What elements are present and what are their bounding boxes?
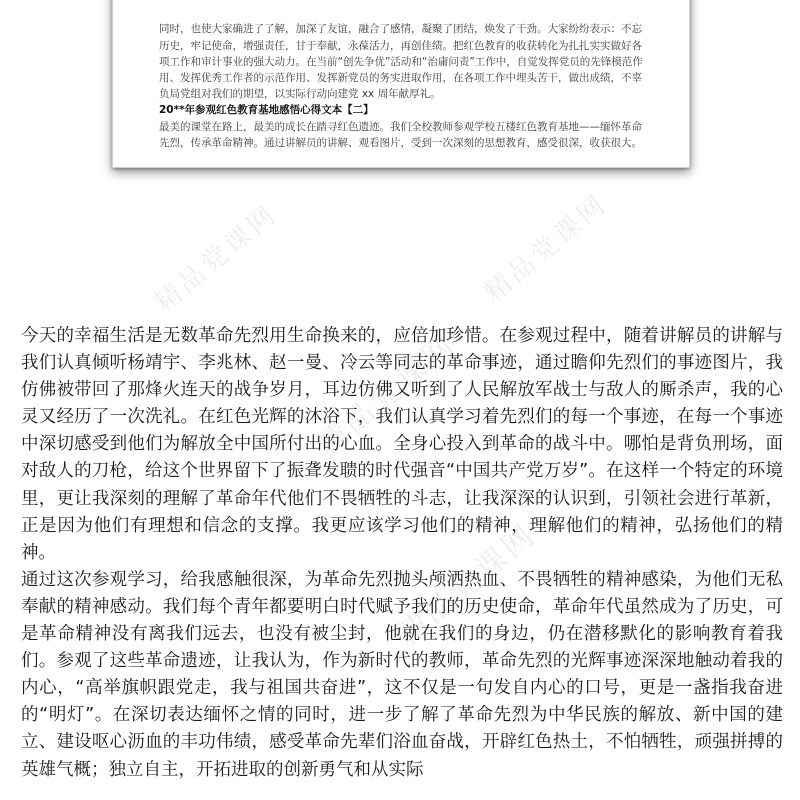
preview-paragraph: 最美的课堂在路上，最美的成长在踏寻红色遗迹。我们全校教师参观学校五楼红色教育基地——缅怀革命先烈，传承革命精神。通过讲解员的讲解、观看图片，受到一次深刻的思想教育，感受很深，收获很大。 — [159, 120, 642, 149]
preview-heading: 20**年参观红色教育基地感悟心得文本【二】 — [159, 104, 374, 117]
article-paragraph: 今天的幸福生活是无数革命先烈用生命换来的，应倍加珍惜。在参观过程中，随着讲解员的讲解与我们认真倾听杨靖宇、李兆林、赵一曼、冷云等同志的革命事迹，通过瞻仰先烈们的事迹图片，我仿佛被带回了那烽火连天的战争岁月，耳边仿佛又听到了人民解放军战士与敌人的厮杀声，我的心灵又经历了一次洗礼。在红色光辉的沐浴下，我们认真学习着先烈们的每一个事迹，在每一个事迹中深切感受到他们为解放全中国所付出的心血。全身心投入到革命的战斗中。哪怕是背负刑场，面对敌人的刀枪，给这个世界留下了振聋发聩的时代强音“中国共产党万岁”。在这样一个特定的环境里，更让我深刻的理解了革命年代他们不畏牺牲的斗志，让我深深的认识到，引领社会进行革新，正是因为他们有理想和信念的支撑。我更应该学习他们的精神，理解他们的精神，弘扬他们的精神。 — [21, 326, 783, 563]
article-body — [21, 323, 783, 784]
watermark: 精品党课网 — [310, 326, 464, 463]
preview-text-block — [159, 21, 649, 151]
watermark: 精品党课网 — [479, 188, 614, 309]
article-paragraph: 通过这次参观学习，给我感触很深，为革命先烈抛头颅洒热血、不畏牺牲的精神感染，为他们无私奉献的精神感动。我们每个青年都要明白时代赋予我们的历史使命，革命年代虽然成为了历史，可是革命精神没有离我们远去，也没有被尘封，他就在我们的身边，仍在潜移默化的影响教育着我们。参观了这些革命遗迹，让我认为，作为新时代的教师，革命先烈的光辉事迹深深地触动着我的内心，“高举旗帜跟党走，我与祖国共奋进”，这不仅是一句发自内心的口号，更是一盏指我奋进的“明灯”。在深切表达缅怀之情的同时，进一步了解了革命先烈为中华民族的解放、新中国的建立、建设呕心沥血的丰功伟绩，感受革命先辈们浴血奋战，开辟红色热土，不怕牺牲，顽强拼搏的英雄气概；独立自主，开拓进取的创新勇气和从实际 — [21, 569, 783, 780]
watermark: 精品党课网 — [149, 198, 284, 319]
watermark: 精品党课网 — [390, 516, 544, 653]
preview-paragraph: 同时，也使大家确进了了解，加深了友谊，融合了感情，凝聚了团结，焕发了干劲。大家纷纷表示：不忘历史，牢记使命，增强责任，甘于奉献，永葆活力，再创佳绩。把红色教育的收获转化为扎扎实实做好各项工作和审计事业的强大动力。在当前“创先争优”活动和“治庸问责”工作中，自觉发挥党员的先锋模范作用、发挥优秀工作者的示范作用、发挥新党员的务实进取作用，在各项工作中埋头苦干，做出成绩，不辜负局党组对我们的期望，以实际行动向建党 xx 周年献厚礼。 — [159, 23, 643, 101]
document-preview-card — [112, 0, 690, 168]
